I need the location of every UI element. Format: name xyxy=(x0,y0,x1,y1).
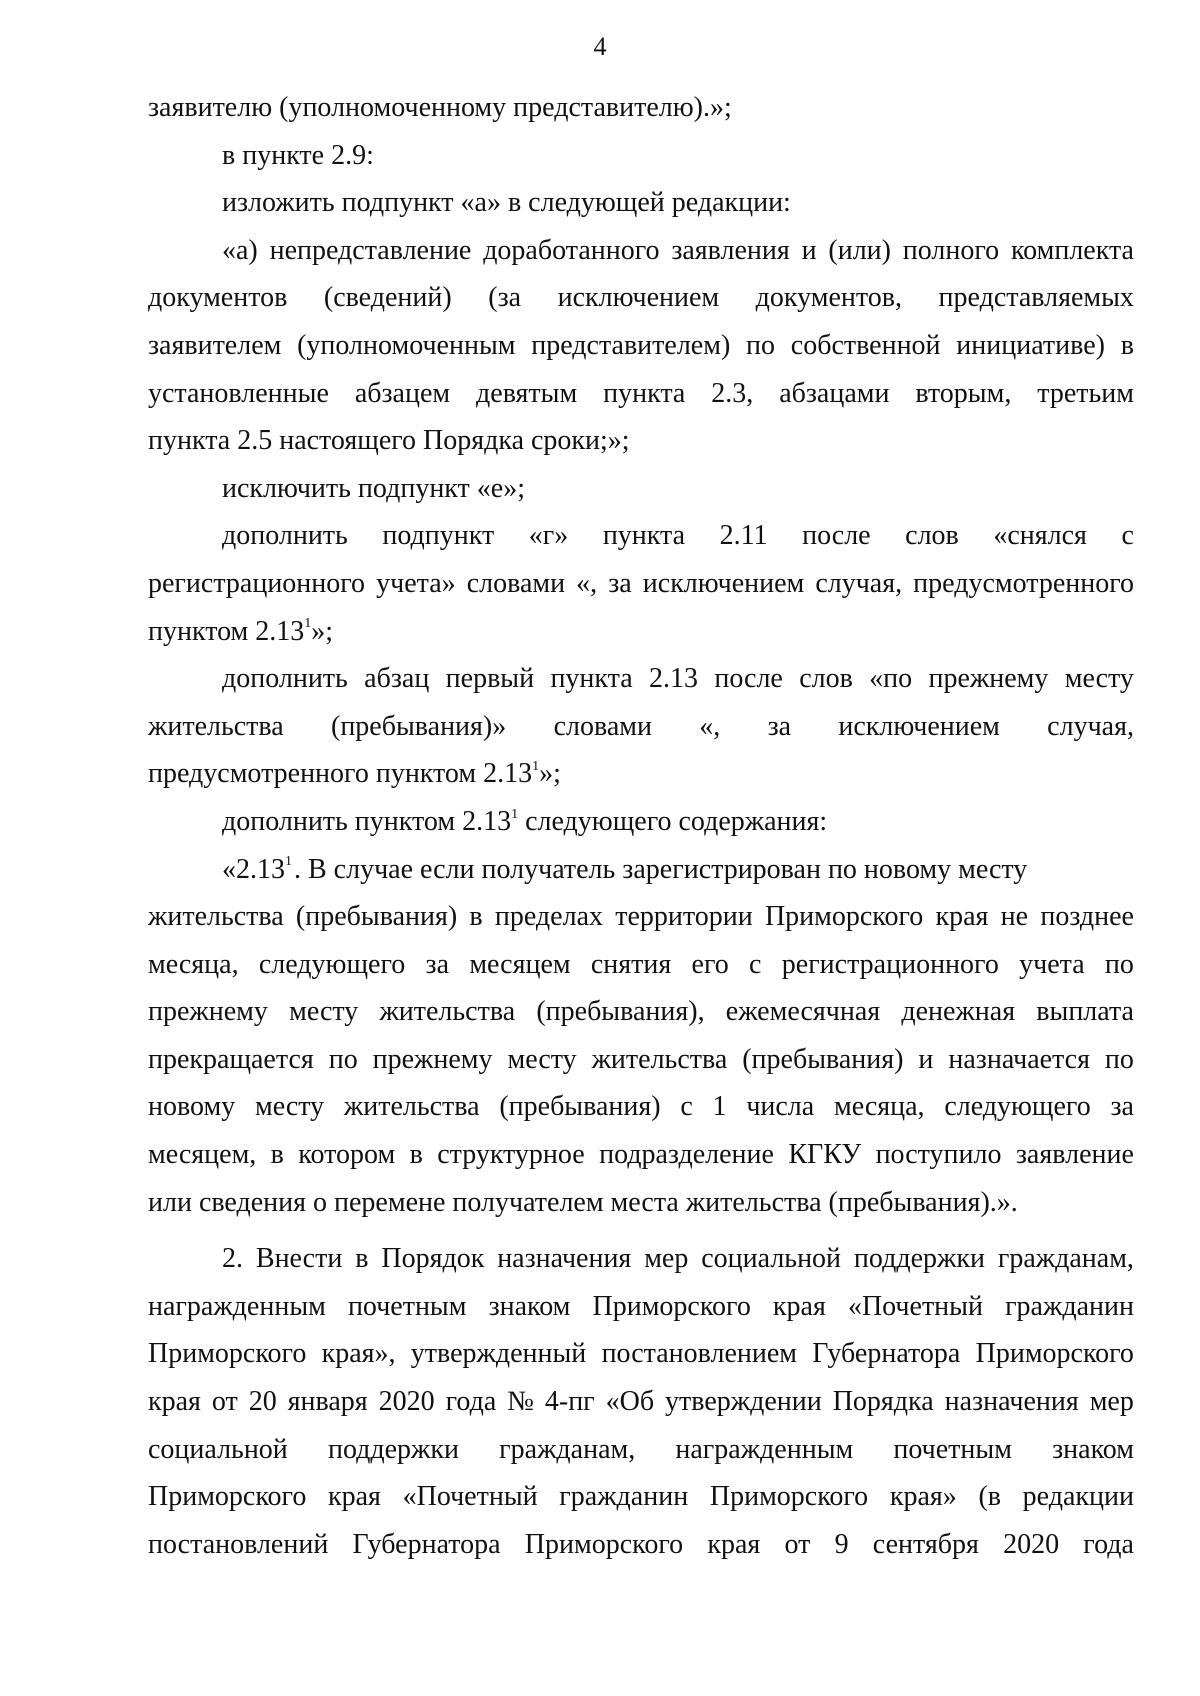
word: месту xyxy=(254,1091,325,1123)
word: в xyxy=(355,1243,369,1275)
word: жительства xyxy=(591,1043,728,1075)
word: ежемесячная xyxy=(725,996,881,1028)
word: «по xyxy=(869,663,913,695)
word: новому xyxy=(148,1091,236,1123)
word: с xyxy=(680,1091,693,1123)
text-line xyxy=(148,1521,1134,1569)
word: прежнему xyxy=(148,996,268,1028)
word: года xyxy=(1083,1528,1134,1560)
word: 2.3, xyxy=(711,377,754,409)
text-line xyxy=(148,1283,1134,1331)
word: «Почетный xyxy=(402,1481,538,1513)
word: (пребывания) xyxy=(295,901,458,933)
text-line xyxy=(148,322,1134,370)
superscript: 1 xyxy=(532,758,540,774)
text-line xyxy=(148,274,1134,322)
word: месту xyxy=(1064,663,1134,695)
word: № xyxy=(507,1386,534,1418)
word: инициативе) xyxy=(956,329,1105,361)
word: исключением xyxy=(838,710,1000,742)
word: края», xyxy=(321,1338,396,1370)
word: края xyxy=(148,1386,201,1418)
word: социальной xyxy=(148,1433,288,1465)
word: награжденным xyxy=(675,1433,854,1465)
text-line xyxy=(148,1426,1134,1474)
word: заявление xyxy=(1015,1139,1134,1171)
word: выплата xyxy=(1036,996,1134,1028)
superscript: 1 xyxy=(511,806,519,822)
word: за xyxy=(608,567,632,599)
word: пункта xyxy=(550,663,633,695)
word: слов xyxy=(905,520,959,552)
word: постановлением xyxy=(601,1338,798,1370)
word: прежнему xyxy=(372,1043,493,1075)
word: слов xyxy=(799,663,853,695)
word: Губернатора xyxy=(812,1338,961,1370)
word: края» xyxy=(889,1481,957,1513)
text-line xyxy=(148,1235,1134,1283)
text-line xyxy=(148,227,1134,275)
word: документов, xyxy=(755,282,902,314)
word: постановлений xyxy=(148,1528,329,1560)
word: «Об xyxy=(605,1386,655,1418)
word: Порядка xyxy=(832,1386,934,1418)
text-segment: »; xyxy=(539,758,561,790)
text-line xyxy=(148,608,1134,656)
word: почетным xyxy=(893,1433,1012,1465)
text-line xyxy=(148,560,1134,608)
text-segment: «2.13 xyxy=(222,853,285,885)
word: случая, xyxy=(1047,710,1134,742)
word: полного xyxy=(902,234,1000,266)
word: вторым, xyxy=(915,377,1012,409)
word: (или) xyxy=(828,234,891,266)
word: края xyxy=(935,901,989,933)
word: социальной xyxy=(701,1243,842,1275)
word: поддержки xyxy=(853,1243,985,1275)
word: абзацем xyxy=(354,377,451,409)
word: Порядок xyxy=(381,1243,485,1275)
word: месяцем xyxy=(469,948,571,980)
word: жительства xyxy=(379,996,516,1028)
word: 2. xyxy=(222,1243,243,1275)
word: за xyxy=(425,948,450,980)
text-segment: . В случае если получатель зарегистрирован по новому месту xyxy=(294,853,1028,885)
word: Приморского xyxy=(764,901,924,933)
word: знаком xyxy=(1052,1433,1134,1465)
word: (сведений) xyxy=(323,282,452,314)
word: и xyxy=(801,234,817,266)
word: месяца, xyxy=(148,948,239,980)
word: словами xyxy=(553,710,652,742)
word: Приморского xyxy=(592,1290,751,1322)
word: третьим xyxy=(1037,377,1134,409)
text-line xyxy=(148,1330,1134,1378)
word: (пребывания) xyxy=(499,1091,661,1123)
word: в xyxy=(469,901,483,933)
word: (за xyxy=(488,282,522,314)
word: (в xyxy=(978,1481,1001,1513)
text-line: заявителю (уполномоченному представителю).»; xyxy=(148,92,732,123)
word: предусмотренного xyxy=(913,567,1134,599)
word: после xyxy=(714,663,783,695)
superscript: 1 xyxy=(285,854,292,870)
word: исключением xyxy=(642,567,805,599)
text-segment: пунктом 2.13 xyxy=(148,615,305,647)
word: пункта xyxy=(603,377,686,409)
word: гражданам, xyxy=(997,1243,1134,1275)
text-line: исключить подпункт «е»; xyxy=(222,472,525,504)
text-segment: следующего содержания: xyxy=(518,805,828,837)
word: пределах xyxy=(494,901,603,933)
text-line: или сведения о перемене получателем места жительства (пребывания).». xyxy=(148,1186,1018,1218)
word: Приморского xyxy=(709,1481,869,1513)
word: от xyxy=(784,1528,811,1560)
word: «, xyxy=(699,710,721,742)
word: награжденным xyxy=(148,1290,326,1322)
text-segment: дополнить пунктом 2.13 xyxy=(222,805,512,837)
word: представляемых xyxy=(938,282,1134,314)
text-segment xyxy=(222,846,292,894)
text-line xyxy=(148,512,1134,560)
word: в xyxy=(409,1139,423,1171)
word: следующего xyxy=(944,1091,1091,1123)
text-line xyxy=(148,846,1134,894)
word: регистрационного xyxy=(781,948,999,980)
word: назначения xyxy=(944,1386,1079,1418)
word: (пребывания)» xyxy=(331,710,507,742)
word: года xyxy=(445,1386,497,1418)
word: случая, xyxy=(815,567,903,599)
word: денежная xyxy=(901,996,1016,1028)
text-line xyxy=(148,798,1134,846)
word: знаком xyxy=(488,1290,571,1322)
word: позднее xyxy=(1040,901,1134,933)
word: поступило xyxy=(875,1139,1002,1171)
word: поддержки xyxy=(327,1433,459,1465)
word: «Почетный xyxy=(847,1290,983,1322)
word: комплекта xyxy=(1010,234,1134,266)
word: девятым xyxy=(476,377,578,409)
word: по xyxy=(1104,1043,1134,1075)
word: следующего xyxy=(258,948,406,980)
word: края xyxy=(707,1528,761,1560)
word: января xyxy=(287,1386,368,1418)
word: «, xyxy=(576,567,598,599)
word: словами xyxy=(466,567,566,599)
text-segment: »; xyxy=(311,615,334,647)
page-number: 4 xyxy=(593,32,607,61)
word: заявления xyxy=(671,234,790,266)
word: 2.13 xyxy=(649,663,698,695)
word: месяца, xyxy=(833,1091,925,1123)
word: регистрационного xyxy=(148,567,366,599)
word: назначается xyxy=(948,1043,1090,1075)
word: подпункт xyxy=(382,520,495,552)
word: его xyxy=(691,948,729,980)
word: Приморского xyxy=(524,1528,684,1560)
word: учета xyxy=(1019,948,1085,980)
word: документов xyxy=(148,282,288,314)
word: Приморского xyxy=(148,1481,307,1513)
word: месяцем, xyxy=(148,1139,257,1171)
text-line xyxy=(148,1131,1134,1179)
word: числа xyxy=(746,1091,815,1123)
text-line xyxy=(148,988,1134,1036)
word: с xyxy=(1121,520,1134,552)
word: Приморского xyxy=(148,1338,307,1370)
text-line xyxy=(148,1473,1134,1521)
text-line: в пункте 2.9: xyxy=(222,139,374,171)
word: за xyxy=(1110,1091,1134,1123)
word: Внести xyxy=(255,1243,343,1275)
word: подразделение xyxy=(599,1139,774,1171)
word: Губернатора xyxy=(352,1528,501,1560)
word: мер xyxy=(644,1243,689,1275)
word: жительства xyxy=(343,1091,480,1123)
word: (пребывания), xyxy=(536,996,705,1028)
word: дополнить xyxy=(222,520,348,552)
word: снятия xyxy=(590,948,672,980)
text-line xyxy=(148,370,1134,418)
word: гражданин xyxy=(559,1481,689,1513)
word: 20 xyxy=(248,1386,277,1418)
word: структурное xyxy=(437,1139,585,1171)
text-line xyxy=(148,941,1134,989)
document-body xyxy=(148,84,1134,1568)
word: края xyxy=(328,1481,381,1513)
word: в xyxy=(1120,329,1134,361)
word: пункта xyxy=(602,520,686,552)
word: и xyxy=(918,1043,934,1075)
word: прежнему xyxy=(928,663,1049,695)
superscript: 1 xyxy=(304,616,312,632)
word: по xyxy=(328,1043,358,1075)
word: территории xyxy=(615,901,753,933)
word: «а) xyxy=(222,234,258,266)
word: Приморского xyxy=(975,1338,1134,1370)
word: края xyxy=(772,1290,826,1322)
word: котором xyxy=(298,1139,396,1171)
word: 2020 xyxy=(378,1386,435,1418)
word: с xyxy=(749,948,762,980)
word: назначения xyxy=(497,1243,632,1275)
word: по xyxy=(746,329,776,361)
word: почетным xyxy=(347,1290,467,1322)
word: сентября xyxy=(872,1528,979,1560)
word: жительства xyxy=(148,710,284,742)
word: гражданин xyxy=(1005,1290,1134,1322)
word: гражданам, xyxy=(499,1433,636,1465)
word: абзацами xyxy=(779,377,890,409)
word: редакции xyxy=(1022,1481,1134,1513)
text-line: пункта 2.5 настоящего Порядка сроки;»; xyxy=(148,425,630,457)
word: месту xyxy=(507,1043,577,1075)
word: 1 xyxy=(712,1091,727,1123)
word: за xyxy=(767,710,792,742)
word: прекращается xyxy=(148,1043,314,1075)
word: «г» xyxy=(528,520,569,552)
text-line xyxy=(148,1083,1134,1131)
word: «снялся xyxy=(993,520,1087,552)
word: КГКУ xyxy=(788,1139,862,1171)
word: месту xyxy=(289,996,359,1028)
word: в xyxy=(270,1139,284,1171)
text-line xyxy=(148,1036,1134,1084)
text-line xyxy=(148,655,1134,703)
text-segment: предусмотренного пунктом 2.13 xyxy=(148,758,533,790)
word: непредставление xyxy=(269,234,472,266)
word: утверждении xyxy=(665,1386,822,1418)
word: после xyxy=(802,520,871,552)
word: не xyxy=(1000,901,1029,933)
text-line xyxy=(148,750,1134,798)
word: по xyxy=(1104,948,1134,980)
word: мер xyxy=(1089,1386,1134,1418)
word: 2.11 xyxy=(719,520,768,552)
word: представителем) xyxy=(531,329,731,361)
word: первый xyxy=(445,663,535,695)
word: абзац xyxy=(364,663,430,695)
word: 2020 xyxy=(1003,1528,1060,1560)
word: собственной xyxy=(790,329,941,361)
word: установленные xyxy=(148,377,329,409)
word: учета» xyxy=(376,567,456,599)
word: дополнить xyxy=(222,663,348,695)
word: 4-пг xyxy=(544,1386,595,1418)
text-line xyxy=(148,1378,1134,1426)
word: утвержденный xyxy=(410,1338,587,1370)
text-line xyxy=(148,893,1134,941)
word: заявителем xyxy=(148,329,282,361)
text-line: изложить подпункт «а» в следующей редакции: xyxy=(222,187,791,219)
word: от xyxy=(211,1386,238,1418)
text-line xyxy=(148,703,1134,751)
word: (пребывания) xyxy=(742,1043,904,1075)
word: (уполномоченным xyxy=(297,329,516,361)
word: исключением xyxy=(557,282,720,314)
word: 9 xyxy=(834,1528,849,1560)
word: доработанного xyxy=(483,234,660,266)
word: жительства xyxy=(148,901,284,933)
